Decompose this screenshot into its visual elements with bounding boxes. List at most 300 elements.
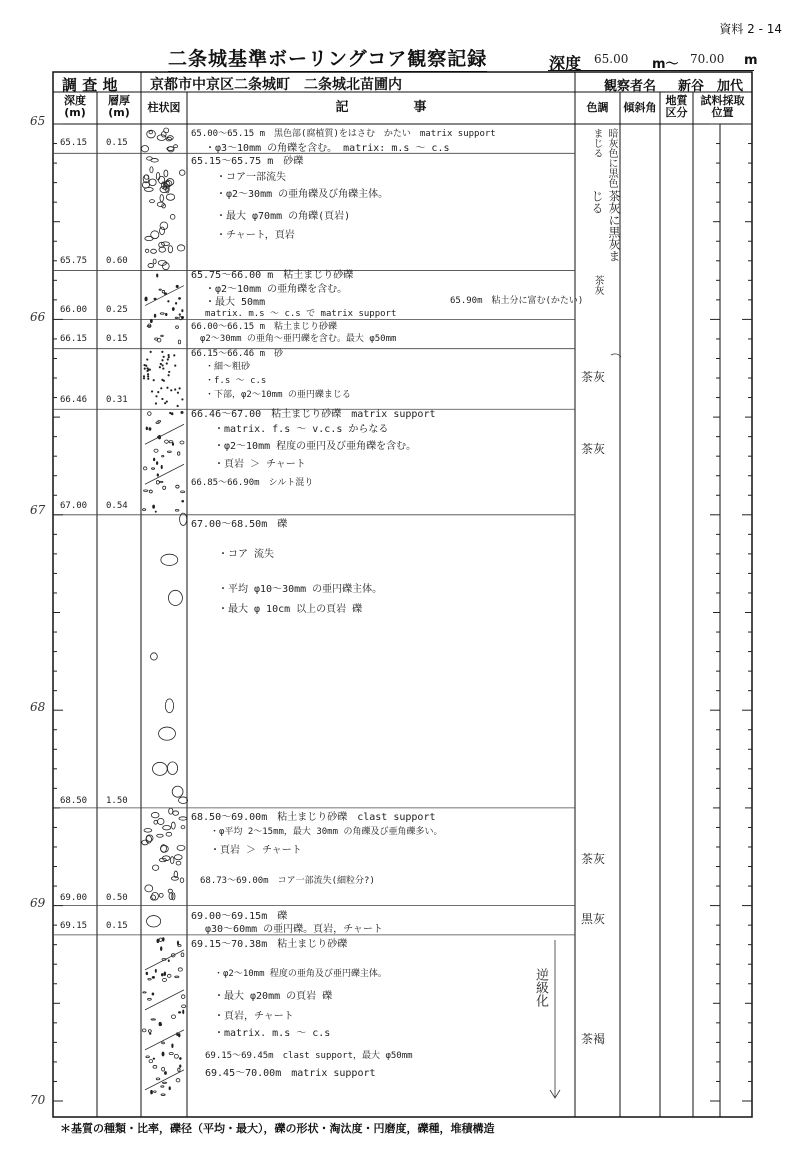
column-clast xyxy=(163,486,166,489)
column-clast xyxy=(182,310,183,312)
layer-thickness: 0.15 xyxy=(106,138,128,148)
note-line: ・φ平均 2～15mm，最大 30mm の角礫及び亜角礫多い。 xyxy=(210,827,443,837)
column-clast xyxy=(156,172,159,180)
note-line: ・φ2～30mm の亜角礫及び角礫主体。 xyxy=(216,189,389,200)
column-clast xyxy=(144,490,148,492)
column-clast xyxy=(168,889,172,893)
column-clast xyxy=(158,391,159,392)
column-clast xyxy=(153,379,154,380)
column-clast xyxy=(148,378,149,379)
column-clast xyxy=(150,319,152,322)
column-clast xyxy=(172,1044,173,1048)
col-description: 記 事 xyxy=(335,100,427,115)
note-line: φ2～30mm の亜角～亜円礫を含む。最大 φ50mm xyxy=(200,334,397,344)
column-clast xyxy=(151,391,152,392)
column-clast xyxy=(170,412,171,414)
note-line: 69.15～69.45m clast support，最大 φ50mm xyxy=(205,1051,413,1061)
column-clast xyxy=(162,263,169,270)
column-clast xyxy=(169,441,173,443)
column-clast xyxy=(161,554,178,565)
column-clast xyxy=(160,194,163,201)
layer-thickness: 0.50 xyxy=(106,893,128,903)
column-clast xyxy=(175,365,176,366)
column-clast xyxy=(175,389,176,390)
note-line: ・下部，φ2～10mm の亜円礫まじる xyxy=(205,390,351,400)
column-clast xyxy=(151,249,157,253)
note-line: ・コア 流失 xyxy=(218,549,275,560)
column-clast xyxy=(166,832,172,836)
depth-unit-2: m xyxy=(744,53,758,68)
color-entry: 黒灰 xyxy=(581,912,606,926)
column-clast xyxy=(174,355,175,356)
layer-depth: 67.00 xyxy=(60,501,88,511)
column-clast xyxy=(175,976,179,978)
column-clast xyxy=(162,1082,166,1083)
column-clast xyxy=(167,359,168,360)
column-clast xyxy=(154,449,158,452)
column-clast xyxy=(163,368,164,369)
site-value: 京都市中京区二条城町 二条城北苗圃内 xyxy=(150,77,402,93)
depth-mark-66: 66 xyxy=(30,310,46,324)
note-line: 68.50～69.00m 粘土まじり砂礫 clast support xyxy=(191,812,436,823)
column-clast xyxy=(156,462,157,465)
column-clast xyxy=(146,836,152,844)
column-clast xyxy=(161,465,162,468)
column-clast xyxy=(177,845,185,850)
column-clast xyxy=(161,1094,165,1096)
column-clast xyxy=(178,1068,180,1071)
column-clast xyxy=(145,885,153,892)
column-clast xyxy=(176,861,181,865)
column-clast xyxy=(162,365,163,366)
column-clast xyxy=(157,202,164,206)
column-clast xyxy=(168,246,172,253)
note-line: 66.85～66.90m シルト混り xyxy=(191,478,314,488)
column-clast xyxy=(161,242,169,246)
column-clast xyxy=(178,340,180,344)
column-clast xyxy=(161,388,162,389)
note-line: 69.15～70.38m 粘土まじり砂礫 xyxy=(191,939,348,950)
column-clast xyxy=(148,412,152,416)
column-clast xyxy=(172,443,173,446)
col-geo-division: 地質 区分 xyxy=(665,94,688,119)
column-clast xyxy=(166,401,167,402)
column-clast xyxy=(168,354,169,355)
column-bedding-line xyxy=(145,286,184,306)
column-clast xyxy=(165,699,173,713)
column-clast xyxy=(147,374,148,375)
layer-thickness: 0.25 xyxy=(106,305,128,315)
observer-label: 観察者名 xyxy=(604,79,657,94)
column-clast xyxy=(156,481,159,484)
column-clast xyxy=(156,1078,160,1080)
note-line: 65.90m 粘土分に富む(かたい) xyxy=(450,296,584,306)
column-clast xyxy=(162,290,164,293)
col-color: 色調 xyxy=(586,101,609,114)
column-clast xyxy=(157,474,158,476)
note-line: ・φ2～10mm の亜角礫を含む。 xyxy=(205,284,348,295)
column-clast xyxy=(155,969,156,972)
note-line: 65.00～65.15 m 黒色部(腐植質)をはさむ かたい matrix support xyxy=(191,129,496,139)
column-clast xyxy=(160,313,164,314)
note-line: ・最大 φ 10cm 以上の頁岩 礫 xyxy=(218,604,363,615)
column-clast xyxy=(153,259,156,264)
column-clast xyxy=(165,313,167,315)
column-clast xyxy=(162,1042,165,1044)
note-line: 66.15～66.46 m 砂 xyxy=(191,349,284,359)
color-entry: 茶灰 xyxy=(592,275,603,295)
column-clast xyxy=(172,308,174,311)
column-clast xyxy=(145,236,153,240)
column-clast xyxy=(147,157,153,160)
column-clast xyxy=(148,978,151,980)
column-clast xyxy=(149,490,152,493)
column-clast xyxy=(176,285,178,287)
column-clast xyxy=(162,398,163,399)
observer-name: 新谷 加代 xyxy=(678,79,744,94)
note-line: ・matrix. m.s ～ c.s xyxy=(214,1028,331,1039)
column-clast xyxy=(177,392,178,393)
column-clast xyxy=(159,938,162,941)
column-clast xyxy=(161,1086,164,1087)
column-bedding-line xyxy=(145,950,184,970)
column-clast xyxy=(160,947,162,951)
column-clast xyxy=(150,200,155,203)
column-clast xyxy=(165,440,169,443)
note-line: ・最大 φ20mm の頁岩 礫 xyxy=(214,991,333,1002)
depth-to: 70.00 xyxy=(690,52,725,66)
column-clast xyxy=(180,1065,181,1068)
layer-thickness: 0.60 xyxy=(106,256,128,266)
column-clast xyxy=(163,356,164,357)
column-clast xyxy=(167,762,177,775)
column-clast xyxy=(157,939,159,943)
column-clast xyxy=(158,818,164,824)
column-clast xyxy=(153,458,154,461)
column-clast xyxy=(177,452,179,455)
column-clast xyxy=(149,1060,153,1063)
column-clast xyxy=(145,249,148,252)
column-clast xyxy=(179,388,180,389)
column-clast xyxy=(164,170,168,177)
column-clast xyxy=(176,326,179,329)
column-clast xyxy=(155,511,156,512)
depth-unit-1: m～ xyxy=(652,57,679,72)
column-clast xyxy=(143,992,146,993)
column-clast xyxy=(178,1012,180,1013)
page-title: 二条城基準ボーリングコア観察記録 xyxy=(168,44,487,72)
column-clast xyxy=(159,481,163,482)
column-clast xyxy=(175,509,179,511)
column-clast xyxy=(149,428,151,431)
depth-mark-70: 70 xyxy=(30,1093,46,1107)
note-line: ・細～粗砂 xyxy=(205,362,251,372)
column-clast xyxy=(181,411,183,413)
note-line: ・φ2～10mm 程度の亜角及び亜円礫主体。 xyxy=(214,969,387,979)
column-clast xyxy=(151,812,159,817)
column-clast xyxy=(181,826,185,829)
column-clast xyxy=(172,786,183,797)
column-clast xyxy=(168,356,169,357)
column-clast xyxy=(154,820,158,824)
layer-depth: 69.00 xyxy=(60,893,88,903)
column-clast xyxy=(151,231,159,239)
column-clast xyxy=(149,1033,151,1034)
note-line: 65.15～65.75 m 砂礫 xyxy=(191,156,304,167)
column-clast xyxy=(144,829,152,833)
column-clast xyxy=(151,653,158,660)
column-clast xyxy=(182,399,183,400)
column-clast xyxy=(152,976,154,978)
layer-depth: 66.00 xyxy=(60,305,88,315)
depth-mark-69: 69 xyxy=(30,896,46,910)
column-clast xyxy=(153,1058,155,1059)
column-clast xyxy=(168,300,169,302)
column-clast xyxy=(170,857,174,864)
column-clast xyxy=(169,371,170,372)
depth-mark-67: 67 xyxy=(30,503,46,517)
depth-mark-68: 68 xyxy=(30,700,46,714)
column-clast xyxy=(160,227,165,235)
column-clast xyxy=(147,376,148,377)
column-clast xyxy=(162,1052,164,1056)
column-clast xyxy=(166,194,174,200)
column-clast xyxy=(149,179,156,186)
column-clast xyxy=(180,878,184,883)
column-clast xyxy=(164,1072,166,1075)
note-line: ・平均 φ10～30mm の亜円礫主体。 xyxy=(218,584,383,595)
color-entry: 茶灰 xyxy=(581,370,606,384)
column-clast xyxy=(167,974,171,977)
layer-thickness: 0.15 xyxy=(106,334,128,344)
document-id: 資料 2 - 14 xyxy=(719,22,782,36)
column-clast xyxy=(153,762,168,775)
layer-depth: 65.75 xyxy=(60,256,88,266)
column-clast xyxy=(157,274,158,277)
note-line: 69.00～69.15m 礫 xyxy=(191,911,288,922)
column-clast xyxy=(181,995,185,999)
column-clast xyxy=(143,509,146,511)
site-label: 調 査 地 xyxy=(62,76,118,94)
column-clast xyxy=(150,351,151,352)
column-clast xyxy=(167,387,168,388)
column-clast xyxy=(154,1091,157,1093)
column-clast xyxy=(141,145,148,151)
column-clast xyxy=(171,413,173,415)
column-clast xyxy=(182,1005,186,1008)
note-line: 67.00～68.50m 礫 xyxy=(191,519,288,530)
column-clast xyxy=(151,158,158,162)
layer-depth: 65.15 xyxy=(60,138,88,148)
column-clast xyxy=(178,1034,180,1037)
column-clast xyxy=(142,1029,146,1032)
column-clast xyxy=(181,491,185,493)
note-line: ・最大 φ70mm の角礫(頁岩) xyxy=(216,211,351,222)
layer-depth: 69.15 xyxy=(60,921,88,931)
column-clast xyxy=(169,1087,170,1090)
column-clast xyxy=(159,893,163,897)
column-clast xyxy=(177,941,178,945)
column-clast xyxy=(168,375,169,376)
column-clast xyxy=(157,338,161,342)
column-clast xyxy=(150,167,153,173)
column-clast xyxy=(154,314,156,317)
column-clast xyxy=(147,916,161,927)
layer-depth: 68.50 xyxy=(60,796,88,806)
note-line: ・コア一部流失 xyxy=(216,172,286,183)
column-clast xyxy=(151,1019,155,1020)
footnote: ＊基質の種類・比率，礫径（平均・最大），礫の形状・淘汰度・円磨度，礫種，堆積構造 xyxy=(60,1122,495,1135)
column-clast xyxy=(143,378,144,379)
column-clast xyxy=(178,968,182,971)
note-line: ・最大 50mm xyxy=(205,297,266,308)
column-clast xyxy=(149,131,152,134)
column-bedding-line xyxy=(145,464,184,484)
col-sample: 試料採取 位置 xyxy=(700,94,745,119)
column-clast xyxy=(171,1015,175,1019)
col-column: 柱状図 xyxy=(147,101,181,114)
column-clast xyxy=(162,978,166,981)
note-line: ・φ2～10mm 程度の亜円及び亜角礫を含む。 xyxy=(214,441,417,452)
column-clast xyxy=(152,993,154,995)
col-thickness: 層厚 (m) xyxy=(108,94,130,119)
depth-from: 65.00 xyxy=(594,52,629,66)
column-clast xyxy=(164,402,165,403)
layer-thickness: 0.31 xyxy=(106,395,128,405)
column-clast xyxy=(153,505,155,508)
column-clast xyxy=(143,467,146,470)
column-clast xyxy=(181,316,183,318)
grading-note: 逆級化 xyxy=(533,968,548,1007)
column-clast xyxy=(164,972,166,976)
column-clast xyxy=(155,403,156,404)
layer-thickness: 1.50 xyxy=(106,796,128,806)
column-clast xyxy=(168,960,169,962)
column-clast xyxy=(161,335,164,336)
note-line: ・頁岩 ＞ チャート xyxy=(210,845,302,856)
column-clast xyxy=(146,1056,150,1058)
column-clast xyxy=(181,953,184,957)
column-clast xyxy=(174,145,178,148)
column-clast xyxy=(162,379,163,380)
column-clast xyxy=(178,797,187,804)
column-clast xyxy=(177,405,178,406)
note-line: ・チャート，頁岩 xyxy=(216,230,295,241)
column-clast xyxy=(169,808,173,814)
depth-mark-65: 65 xyxy=(30,114,46,128)
column-clast xyxy=(151,468,154,470)
col-dip: 傾斜角 xyxy=(623,101,657,114)
column-clast xyxy=(159,1022,161,1026)
column-clast xyxy=(180,441,184,444)
column-clast xyxy=(159,289,161,290)
column-clast xyxy=(148,263,154,267)
note-line: 68.73～69.00m コア一部流失(細粒分?) xyxy=(200,876,375,886)
color-entry: 茶灰 xyxy=(581,852,606,866)
column-clast xyxy=(157,834,164,837)
column-clast xyxy=(179,297,181,299)
column-clast xyxy=(171,390,172,391)
note-line: ・matrix. f.s ～ v.c.s からなる xyxy=(214,424,389,435)
layer-thickness: 0.15 xyxy=(106,921,128,931)
color-entry: 暗灰色に黒色まじる xyxy=(591,128,617,188)
column-clast xyxy=(179,817,187,820)
column-clast xyxy=(162,1067,165,1071)
column-clast xyxy=(179,314,180,316)
column-clast xyxy=(183,1010,184,1014)
column-clast xyxy=(175,317,178,318)
column-clast xyxy=(173,811,179,815)
column-clast xyxy=(162,360,163,361)
note-line: 66.00～66.15 m 粘土まじり砂礫 xyxy=(191,322,338,332)
note-line: ・頁岩 ＞ チャート xyxy=(214,459,306,470)
note-line: 65.75～66.00 m 粘土まじり砂礫 xyxy=(191,270,354,281)
column-clast xyxy=(151,1090,153,1094)
column-clast xyxy=(156,396,157,397)
layer-thickness: 0.54 xyxy=(106,501,128,511)
note-line: φ30～60mm の亜円礫。頁岩，チャート xyxy=(205,924,383,935)
note-line: 69.45～70.00m matrix support xyxy=(205,1068,376,1079)
column-clast xyxy=(163,825,171,829)
col-depth: 深度 (m) xyxy=(64,94,86,119)
column-clast xyxy=(166,137,171,141)
column-clast xyxy=(168,590,182,605)
column-clast xyxy=(156,422,159,424)
column-clast xyxy=(169,1052,173,1054)
column-clast xyxy=(145,297,147,301)
column-clast xyxy=(153,1065,157,1068)
column-clast xyxy=(152,865,158,870)
column-clast xyxy=(174,1054,178,1058)
column-clast xyxy=(159,727,176,740)
column-clast xyxy=(146,427,148,430)
column-clast xyxy=(160,363,161,364)
column-clast xyxy=(162,351,163,352)
column-clast xyxy=(144,364,145,365)
note-line: 66.46～67.00 粘土まじり砂礫 matrix support xyxy=(191,409,436,420)
column-clast xyxy=(180,1058,182,1060)
column-clast xyxy=(176,485,179,488)
color-entry: 茶褐 xyxy=(581,1032,606,1046)
column-clast xyxy=(162,938,164,942)
column-clast xyxy=(146,972,148,975)
note-line: ・f.s ～ c.s xyxy=(205,376,267,386)
column-clast xyxy=(182,500,184,502)
note-line: ・頁岩，チャート xyxy=(214,1011,294,1022)
column-clast xyxy=(146,365,147,366)
column-clast xyxy=(167,451,171,452)
depth-range-label: 深度 xyxy=(549,54,582,73)
color-entry: 茶灰に黒灰まじる xyxy=(590,190,621,262)
note-line: matrix. m.s ～ c.s で matrix support xyxy=(205,309,397,319)
column-clast xyxy=(147,359,148,360)
column-clast xyxy=(179,170,185,175)
column-clast xyxy=(143,376,144,377)
column-clast xyxy=(148,1030,151,1033)
column-clast xyxy=(166,363,167,364)
column-clast xyxy=(162,455,164,457)
note-line: ・φ3～10mm の角礫を含む。 matrix: m.s ～ c.s xyxy=(205,143,450,154)
column-clast xyxy=(177,245,184,251)
column-clast xyxy=(170,214,175,219)
column-clast xyxy=(144,368,145,369)
layer-depth: 66.46 xyxy=(60,395,88,405)
layer-depth: 66.15 xyxy=(60,334,88,344)
column-clast xyxy=(176,1079,180,1082)
column-clast xyxy=(161,974,163,976)
color-entry: 茶灰 xyxy=(581,442,606,456)
column-clast xyxy=(174,855,182,860)
